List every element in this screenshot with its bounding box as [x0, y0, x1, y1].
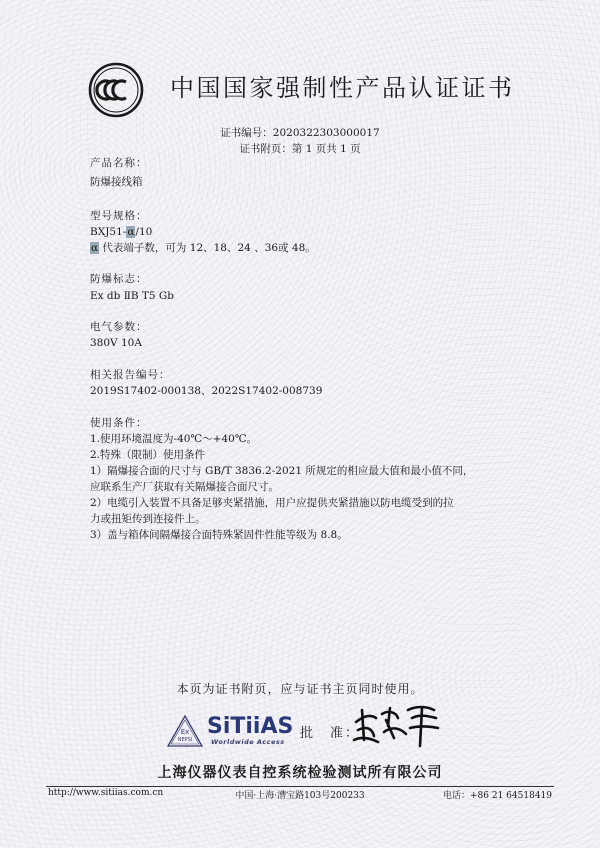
certificate-attachment-label: 证书附页： [239, 143, 292, 155]
conditions-line: 1.使用环境温度为-40℃～+40℃。 [90, 433, 258, 445]
conditions-line: 力或扭矩传到连接件上。 [90, 513, 206, 525]
sitiias-logo-name: SiTiiAS [207, 714, 294, 739]
model-note-text: 代表端子数，可为 12、18、24 、36或 48。 [99, 242, 316, 254]
model-value-suffix: /10 [135, 226, 153, 238]
sitiias-logo-tagline: Worldwide Access [211, 738, 285, 746]
conditions-label: 使用条件： [90, 417, 148, 429]
model-value-variable: α [127, 226, 135, 238]
conditions-line: 2.特殊（限制）使用条件 [90, 449, 206, 461]
conditions-line: 1）隔爆接合面的尺寸与 GB/T 3836.2-2021 所规定的相应最大值和最小值不同， [90, 465, 474, 477]
organization-name: 上海仪器仪表自控系统检验测试所有限公司 [157, 765, 443, 781]
certificate-attachment-value: 第 1 页共 1 页 [291, 143, 361, 155]
certificate-attachment [0, 141, 600, 156]
model-note [90, 242, 316, 255]
exnepsi-logo-icon [166, 714, 204, 750]
explosion-mark-label: 防爆标志： [90, 273, 148, 285]
certificate-number [0, 125, 600, 140]
electrical-label: 电气参数： [90, 321, 148, 333]
approval-label: 批 准： [300, 726, 361, 741]
footer-divider [46, 786, 554, 787]
exnepsi-logo-text-nepsi: NEPSI [177, 737, 193, 743]
website-link[interactable]: http://www.sitiias.com.cn [48, 788, 164, 798]
conditions-line: 应联系生产厂获取有关隔爆接合面尺寸。 [90, 481, 279, 493]
product-name-label: 产品名称： [90, 157, 148, 169]
exnepsi-logo-text-ex: Ex [180, 728, 190, 736]
electrical-value: 380V 10A [90, 337, 142, 349]
address-text: 中国·上海·漕宝路103号200233 [235, 791, 365, 801]
conditions-line: 3）盖与箱体间隔爆接合面特殊紧固件性能等级为 8.8。 [90, 529, 348, 541]
ccc-logo-icon [88, 62, 144, 118]
certificate-number-value: 2020322303000017 [272, 127, 380, 139]
explosion-mark-value: Ex db ⅡB T5 Gb [90, 290, 175, 302]
sitiias-logo [207, 716, 293, 746]
model-value-prefix: BXJ51- [90, 226, 127, 238]
reports-value: 2019S17402-000138、2022S17402-008739 [90, 385, 323, 397]
attachment-notice: 本页为证书附页，应与证书主页同时使用。 [176, 682, 424, 696]
model-value [90, 226, 152, 239]
certificate-number-label: 证书编号： [220, 127, 273, 139]
signature-image [350, 700, 442, 750]
product-name-value: 防爆接线箱 [90, 176, 143, 188]
conditions-line: 2）电缆引入装置不具备足够夹紧措施，用户应提供夹紧措施以防电缆受到的拉 [90, 497, 454, 509]
phone-text: 电话：+86 21 64518419 [443, 791, 552, 801]
model-label: 型号规格： [90, 210, 148, 222]
page-title: 中国国家强制性产品认证证书 [170, 74, 515, 102]
reports-label: 相关报告编号： [90, 369, 171, 381]
model-note-variable: α [91, 242, 99, 254]
